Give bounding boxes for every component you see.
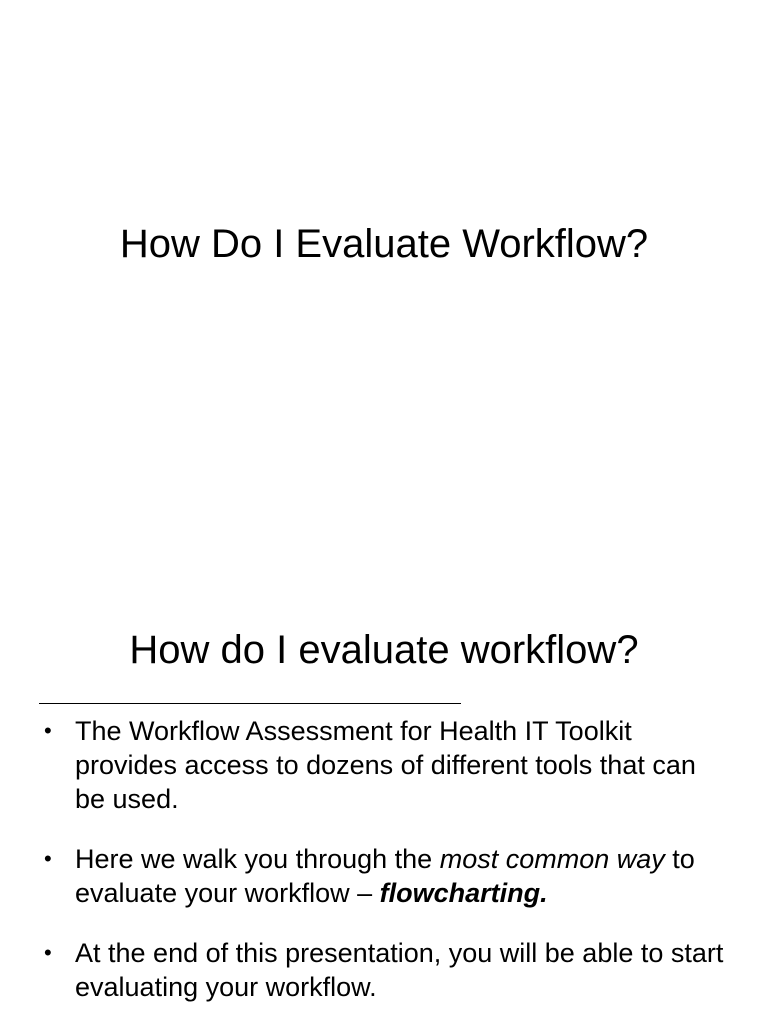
bullet-text-plain: to evaluate your workflow – <box>75 844 695 908</box>
slide-title: How Do I Evaluate Workflow? <box>119 222 649 266</box>
bullet-list <box>0 714 768 1030</box>
bullet-icon: • <box>44 846 52 871</box>
bullet-item <box>0 842 768 910</box>
bullet-text: At the end of this presentation, you will be able to start evaluating your workflow. <box>75 938 724 1002</box>
bullet-icon: • <box>44 718 52 743</box>
bullet-item <box>0 936 768 1004</box>
slide-title: How do I evaluate workflow? <box>129 628 639 672</box>
bullet-item <box>0 714 768 816</box>
bullet-text-emphasis: flowcharting. <box>379 878 548 908</box>
bullet-icon: • <box>44 940 52 965</box>
bullet-text-italic: most common way <box>439 844 665 874</box>
title-divider <box>39 703 461 704</box>
bullet-text <box>75 844 695 908</box>
bullet-text-plain: Here we walk you through the <box>75 844 440 874</box>
bullet-text: The Workflow Assessment for Health IT Toolkit provides access to dozens of different tools that can be used. <box>75 716 696 814</box>
